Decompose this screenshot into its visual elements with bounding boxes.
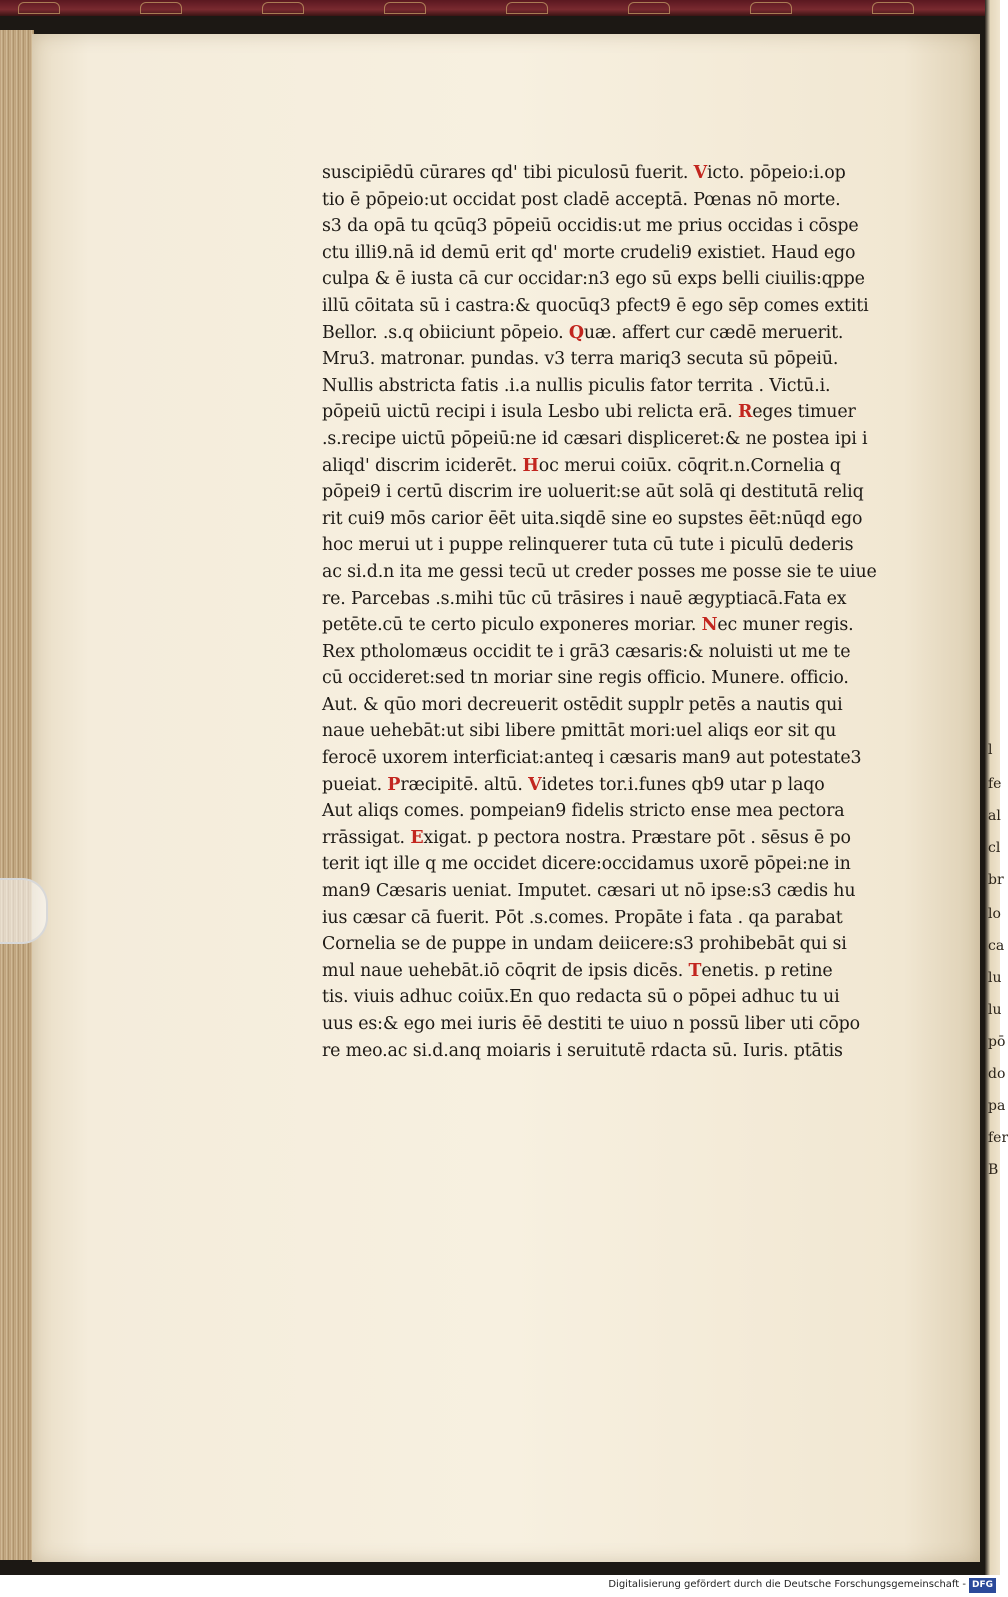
clasp-overlay — [0, 878, 48, 944]
text-line: suscipiēdū cūrares qd' tibi piculosū fuerit. Victo. pōpeio:i.op — [322, 163, 846, 183]
text-line: man9 Cæsaris ueniat. Imputet. cæsari ut nō ipse:s3 cædis hu — [322, 881, 856, 902]
text-line: aliqd' discrim iciderēt. Hoc merui coiūx. cōqrit.n.Cornelia q — [322, 455, 841, 476]
text-line: rit cui9 mōs carior ēēt uita.siqdē sine eo supstes ēēt:nūqd ego — [322, 508, 863, 529]
footer-bar — [0, 1575, 1000, 1597]
text-line: Cornelia se de puppe in undam deiicere:s3 prohibebāt qui si — [322, 934, 847, 955]
text-line: culpa & ē iusta cā cur occidar:n3 ego sū exps belli ciuilis:qppe — [322, 269, 865, 290]
text-line: petēte.cū te certo piculo exponeres moriar. Nec muner regis. — [322, 615, 854, 636]
text-line: pōpei9 i certū discrim ire uoluerit:se aūt solā qi destitutā reliq — [322, 482, 864, 503]
facing-page-fragment: fe — [988, 776, 1002, 792]
text-line: re. Parcebas .s.mihi tūc cū trāsires i nauē ægyptiacā.Fata ex — [322, 588, 847, 609]
manuscript-text-block — [322, 160, 907, 1064]
text-line: tio ē pōpeio:ut occidat post cladē acceptā. Pœnas nō morte. — [322, 189, 841, 210]
text-line: re meo.ac si.d.anq moiaris i seruitutē rdacta sū. Iuris. ptātis — [322, 1040, 843, 1061]
text-line: Rex ptholomæus occidit te i grā3 cæsaris:& noluisti ut me te — [322, 641, 851, 662]
text-line: pōpeiū uictū recipi i isula Lesbo ubi relicta erā. Reges timuer — [322, 402, 856, 423]
text-line: illū cōitata sū i castra:& quocūq3 pfect9 ē ego sēp comes extiti — [322, 295, 869, 316]
text-line: naue uehebāt:ut sibi libere pmittāt mori:uel aliqs eor sit qu — [322, 721, 837, 742]
text-line: ac si.d.n ita me gessi tecū ut creder posses me posse sie te uiue — [322, 561, 877, 582]
funding-credit: Digitalisierung gefördert durch die Deutsche Forschungsgemeinschaft - — [608, 1579, 966, 1590]
text-line: ferocē uxorem interficiat:anteq i cæsaris man9 aut potestate3 — [322, 748, 862, 769]
dfg-logo[interactable]: DFG — [969, 1578, 996, 1593]
text-line: pueiat. Præcipitē. altū. Videtes tor.i.funes qb9 utar p laqo — [322, 774, 825, 795]
binding-ornament — [750, 2, 792, 14]
facing-page-fragment: l — [988, 742, 993, 758]
facing-page-fragment: do — [988, 1066, 1006, 1082]
facing-page-fragment: lu — [988, 1002, 1002, 1018]
text-line: tis. viuis adhuc coiūx.En quo redacta sū o pōpei adhuc tu ui — [322, 987, 840, 1008]
binding-ornament — [262, 2, 304, 14]
facing-page-fragment: ca — [988, 938, 1005, 954]
facing-page-fragment: cl — [988, 840, 1001, 856]
text-line: Nullis abstricta fatis .i.a nullis piculis fator territa . Victū.i. — [322, 375, 831, 396]
text-line: terit iqt ille q me occidet dicere:occidamus uxorē pōpei:ne in — [322, 854, 851, 875]
book-binding-strip — [0, 0, 985, 16]
text-line: Aut aliqs comes. pompeian9 fidelis stricto ense mea pectora — [322, 801, 845, 822]
text-line: cū occideret:sed tn moriar sine regis officio. Munere. officio. — [322, 668, 849, 689]
binding-ornament — [140, 2, 182, 14]
page-edges — [0, 30, 34, 1560]
text-line: Bellor. .s.q obiiciunt pōpeio. Quæ. affert cur cædē meruerit. — [322, 322, 844, 343]
binding-ornament — [628, 2, 670, 14]
facing-page-fragment: pa — [988, 1098, 1006, 1114]
text-line: ius cæsar cā fuerit. Pōt .s.comes. Propāte i fata . qa parabat — [322, 907, 843, 928]
text-line: .s.recipe uictū pōpeiū:ne id cæsari displiceret:& ne postea ipi i — [322, 428, 868, 449]
text-line: ctu illi9.nā id demū erit qd' morte crudeli9 existiet. Haud ego — [322, 242, 856, 263]
facing-page-fragment: fer — [988, 1130, 1008, 1146]
text-line: mul naue uehebāt.iō cōqrit de ipsis dicēs. Tenetis. p retine — [322, 960, 833, 981]
facing-page-fragment: pō — [988, 1034, 1006, 1050]
binding-ornament — [18, 2, 60, 14]
text-line: hoc merui ut i puppe relinquerer tuta cū tute i piculū dederis — [322, 535, 854, 556]
facing-page-fragment: br — [988, 872, 1004, 888]
facing-page-fragment: lu — [988, 970, 1002, 986]
text-line: s3 da opā tu qcūq3 pōpeiū occidis:ut me prius occidas i cōspe — [322, 216, 859, 237]
facing-page-fragment: al — [988, 808, 1001, 824]
binding-ornament — [384, 2, 426, 14]
text-line: uus es:& ego mei iuris ēē destiti te uiuo n possū liber uti cōpo — [322, 1014, 860, 1034]
binding-ornament — [872, 2, 914, 14]
binding-ornament — [506, 2, 548, 14]
facing-page-fragment: lo — [988, 906, 1001, 922]
text-line: Aut. & qūo mori decreuerit ostēdit supplr petēs a nautis qui — [322, 694, 843, 715]
facing-page-fragment: B — [988, 1162, 999, 1178]
text-line: rrāssigat. Exigat. p pectora nostra. Præstare pōt . sēsus ē po — [322, 827, 851, 848]
text-line: Mru3. matronar. pundas. v3 terra mariq3 secuta sū pōpeiū. — [322, 349, 839, 370]
